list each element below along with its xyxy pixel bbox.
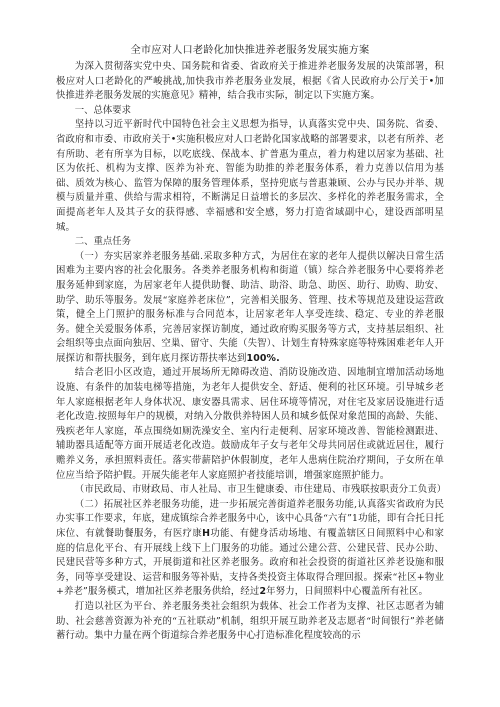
section-heading-general-requirements: 一、总体要求 bbox=[74, 104, 132, 116]
document-title: 全市应对人口老龄化加快推进养老服务发展实施方案 bbox=[130, 45, 370, 56]
general-requirements-paragraph: 坚持以习近平新时代中国特色社会主义思想为指导，认真落实党中央、国务院、省委、省政府和市委、市政府关于•实施积极应对人口老龄化国家战略的部署要求，以老有所养、老有所助、老有所享为目标，以吃底线、保战本、扩普惠为重点，着力构建以居家为基础、社区为依托、机构为支撑、医养为补充、智能为助推的养老服务体系，着力克善以信用为基础、质效为核心、监管为保障的服务管理体系，坚持兜底与普惠兼顾、公办与民办并举、规模与质量并重、供给与需求相符，不断满足日益增长的多层次、多样化的养老服务需求，全面提高老年人及其子女的获得感、幸福感和安全感，努力打造省域副中心，建设西部明星城。 bbox=[56, 119, 444, 233]
intro-paragraph: 为深入贯彻落实党中央、国务院和省委、省政府关于推进养老服务发展的决策部署，积极应对人口老龄化的严峻挑战,加快我市养老服务业发展，根据《省人民政府办公厅关于•加快推进养老服务发展的实施意见》精神，结合我市实际，制定以下实施方案。 bbox=[56, 61, 444, 102]
task2-bold-h: H bbox=[202, 528, 211, 539]
task2-text-c: 年努力，日间照料中心覆盖所有社区。 bbox=[266, 586, 429, 598]
task2-paragraph bbox=[56, 498, 444, 600]
task1-responsible-departments: （市民政局、市财政局、市人社局、市卫生健康委、市住建局、市残联按职责分工负责） bbox=[74, 484, 447, 496]
task1-paragraph-2: 结合老旧小区改造，通过开展场所无障碍改造、消防设施改造、因地制宜增加活动场地设施、有条件的加装电梯等措施，为老年人提供安全、舒适、便利的社区环境。引导城乡老年人家庭根据老年人身体状况、康安器具需求、居住环境等情况，对住宅及家居设施进行适老化改造.按照每年户的规模，对纳入分散供养特困人员和城乡低保对象范围的高龄、失能、残疾老年人家庭，革点围绕如厕洗澡安全、室内行走便利、居家环境改善、智能检测跟进、辅助器具适配等方面开展适老化改造。鼓励成年子女与老年父母共同居住或就近居住，履行赡养义务，承担照料责任。落实带薪陪护休假制度，老年人患病住院治疗期间，子女所在单位应当给予陪护假。开展失能老年人家庭照护者技能培训，增强家庭照护能力。 bbox=[56, 367, 444, 481]
task2-paragraph-2: 打造以社区为平台、养老服务类社会组织为载体、社会工作者为支撑、社区志愿者为辅助、社会慈善资源为补充的“五社联动”机制，组织开展互助养老及志愿者“时间银行”养老储蓄行动。集中力量在两个街道综合养老服务中心打造标准化程度较高的示 bbox=[56, 600, 444, 642]
task1-text: （一）夯实居家养老服务基础.采取多种方式，为居住在家的老年人提供以解决日常生活困难为主要内容的社会化服务。各类养老服务机构和街道（镇）综合养老服务中心要将养老服务延伸到家庭，为居家老年人提供助餐、助洁、助浴、助急、助医、助行、助购、助安、助学、助乐等服务。发展“家庭养老床位”，完善相关服务、管理、技术等规范及建设运营政策，健全上门照护的服务标准与合同范本，让居家老年人享受连续、稳定、专业的养老服务。健全关爱服务体系，完善居家探访制度，通过政府购买服务等方式，支持基层组织、社会组织等虫点面向独居、空巢、留守、失能（失智）、计划生育特殊家庭等特殊困难老年人开展探访和帮扶服务，到年底月探访帮扶率达到 bbox=[56, 250, 444, 364]
task2-bold-years: 2 bbox=[259, 586, 267, 598]
task2-text-a: （二）拓展社区养老服务功能，进一步拓展完善街道养老服务功能,认真落实省政府为民办实事工作要求，年底，建成镇综合养老服务中心，该中心具备“六有”1功能，即有合托日托床位、有就餐助餐服务，有医疗康 bbox=[56, 498, 444, 539]
task2-text-b: 功能、有健身活动场地、有覆盖辖区日间照料中心和家庭的信息化平台、有开展线上线下上门服务的功能。通过公建公营、公建民营、民办公助、民建民营等多种方式，开展街道和社区养老服务。政府和社会投资的街道社区养老设施和服务，同等享受建设、运营和服务等补贴，支持各类投资主体取得合理回报。探索“社区+物业+养老”服务模式，增加社区养老服务供给，经过 bbox=[56, 528, 444, 598]
task1-rate: 100%. bbox=[246, 352, 280, 364]
task1-paragraph bbox=[56, 250, 444, 367]
section-heading-key-tasks: 二、重点任务 bbox=[74, 236, 132, 248]
